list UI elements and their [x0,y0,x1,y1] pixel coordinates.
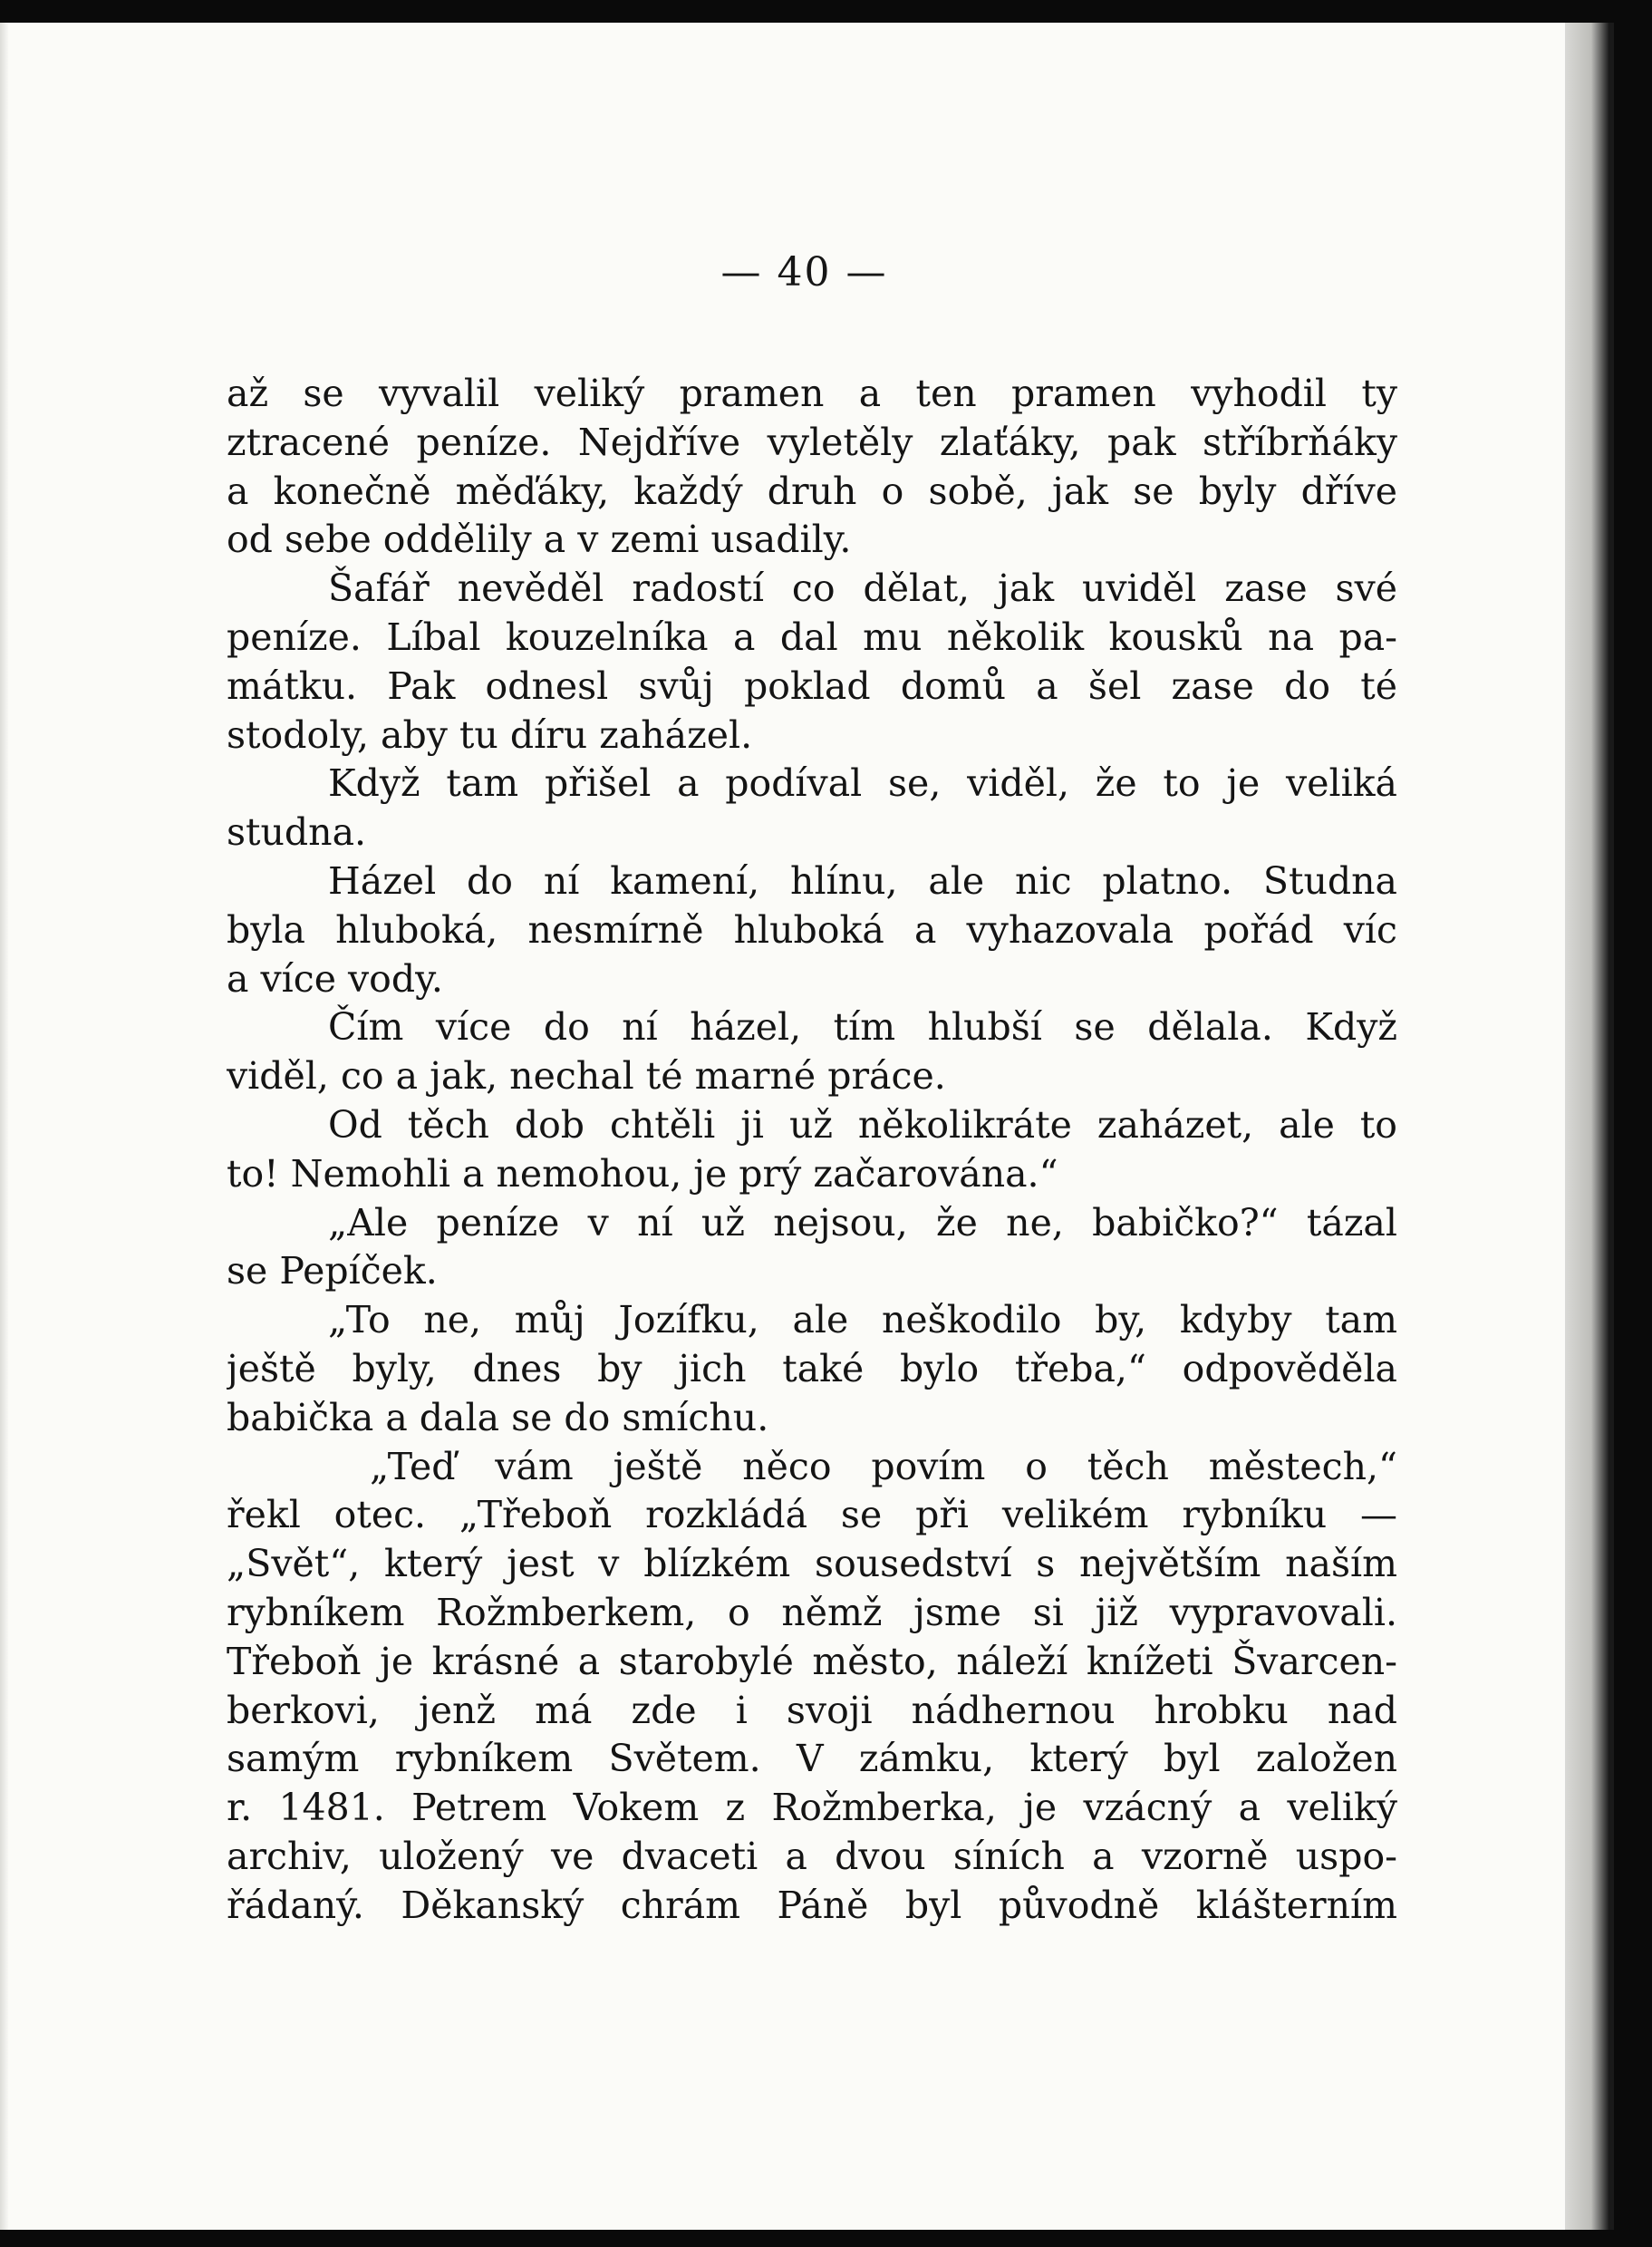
text-line: „Svět“, který jest v blízkém sousedství s největším naším [227,1542,1397,1586]
text-line: stodoly, aby tu díru zaházel. [227,712,753,757]
page-number: — 40 — [720,249,888,295]
page-left-edge [0,23,9,2230]
text-line: samým rybníkem Světem. V zámku, který byl založen [227,1737,1397,1781]
text-line: berkovi, jenž má zde i svoji nádhernou hrobku nad [227,1688,1397,1732]
text-line: „Ale peníze v ní už nejsou, že ne, babičko?“ tázal [328,1200,1397,1245]
text-line: se Pepíček. [227,1249,438,1293]
text-line: studna. [227,810,367,855]
text-line: Čím více do ní házel, tím hlubší se dělala. Když [328,1005,1397,1050]
text-line: ztracené peníze. Nejdříve vyletěly zlaťáky, pak stříbrňáky [227,420,1397,464]
body-text [227,370,1397,1931]
page-spine-shadow [1565,23,1609,2230]
text-line: „Teď vám ještě něco povím o těch městech,“ [370,1444,1397,1488]
text-line: Od těch dob chtěli ji už několikráte zaházet, ale to [328,1102,1397,1147]
text-line: rybníkem Rožmberkem, o němž jsme si již vypravovali. [227,1590,1397,1634]
book-page [0,23,1614,2230]
text-line: řekl otec. „Třeboň rozkládá se při velikém rybníku — [227,1493,1397,1537]
text-line: ještě byly, dnes by jich také bylo třeba,“ odpověděla [227,1346,1397,1390]
text-line: peníze. Líbal kouzelníka a dal mu několik kousků na pa- [227,615,1397,659]
text-line: řádaný. Děkanský chrám Páně byl původně klášterním [227,1883,1397,1927]
text-line: r. 1481. Petrem Vokem z Rožmberka, je vzácný a veliký [227,1786,1397,1830]
text-line: od sebe oddělily a v zemi usadily. [227,518,852,562]
text-line: Třeboň je krásné a starobylé město, náleží knížeti Švarcen- [227,1639,1397,1683]
text-line: „To ne, můj Jozífku, ale neškodilo by, kdyby tam [328,1298,1397,1342]
text-line: mátku. Pak odnesl svůj poklad domů a šel zase do té [227,663,1397,708]
text-line: Šafář nevěděl radostí co dělat, jak uviděl zase své [328,567,1397,611]
text-line: až se vyvalil veliký pramen a ten pramen vyhodil ty [227,372,1397,415]
text-line: Když tam přišel a podíval se, viděl, že to je veliká [328,761,1397,806]
text-line: babička a dala se do smíchu. [227,1395,769,1439]
text-line: archiv, uložený ve dvaceti a dvou síních a vzorně uspo- [227,1834,1397,1878]
text-line: a konečně měďáky, každý druh o sobě, jak se byly dříve [227,469,1397,513]
text-line: byla hluboká, nesmírně hluboká a vyhazovala pořád víc [227,907,1397,952]
text-line: a více vody. [227,956,443,1001]
text-line: to! Nemohli a nemohou, je prý začarována.“ [227,1151,1058,1196]
text-line: Házel do ní kamení, hlínu, ale nic platno. Studna [328,858,1397,903]
text-line: viděl, co a jak, nechal té marné práce. [227,1054,946,1099]
